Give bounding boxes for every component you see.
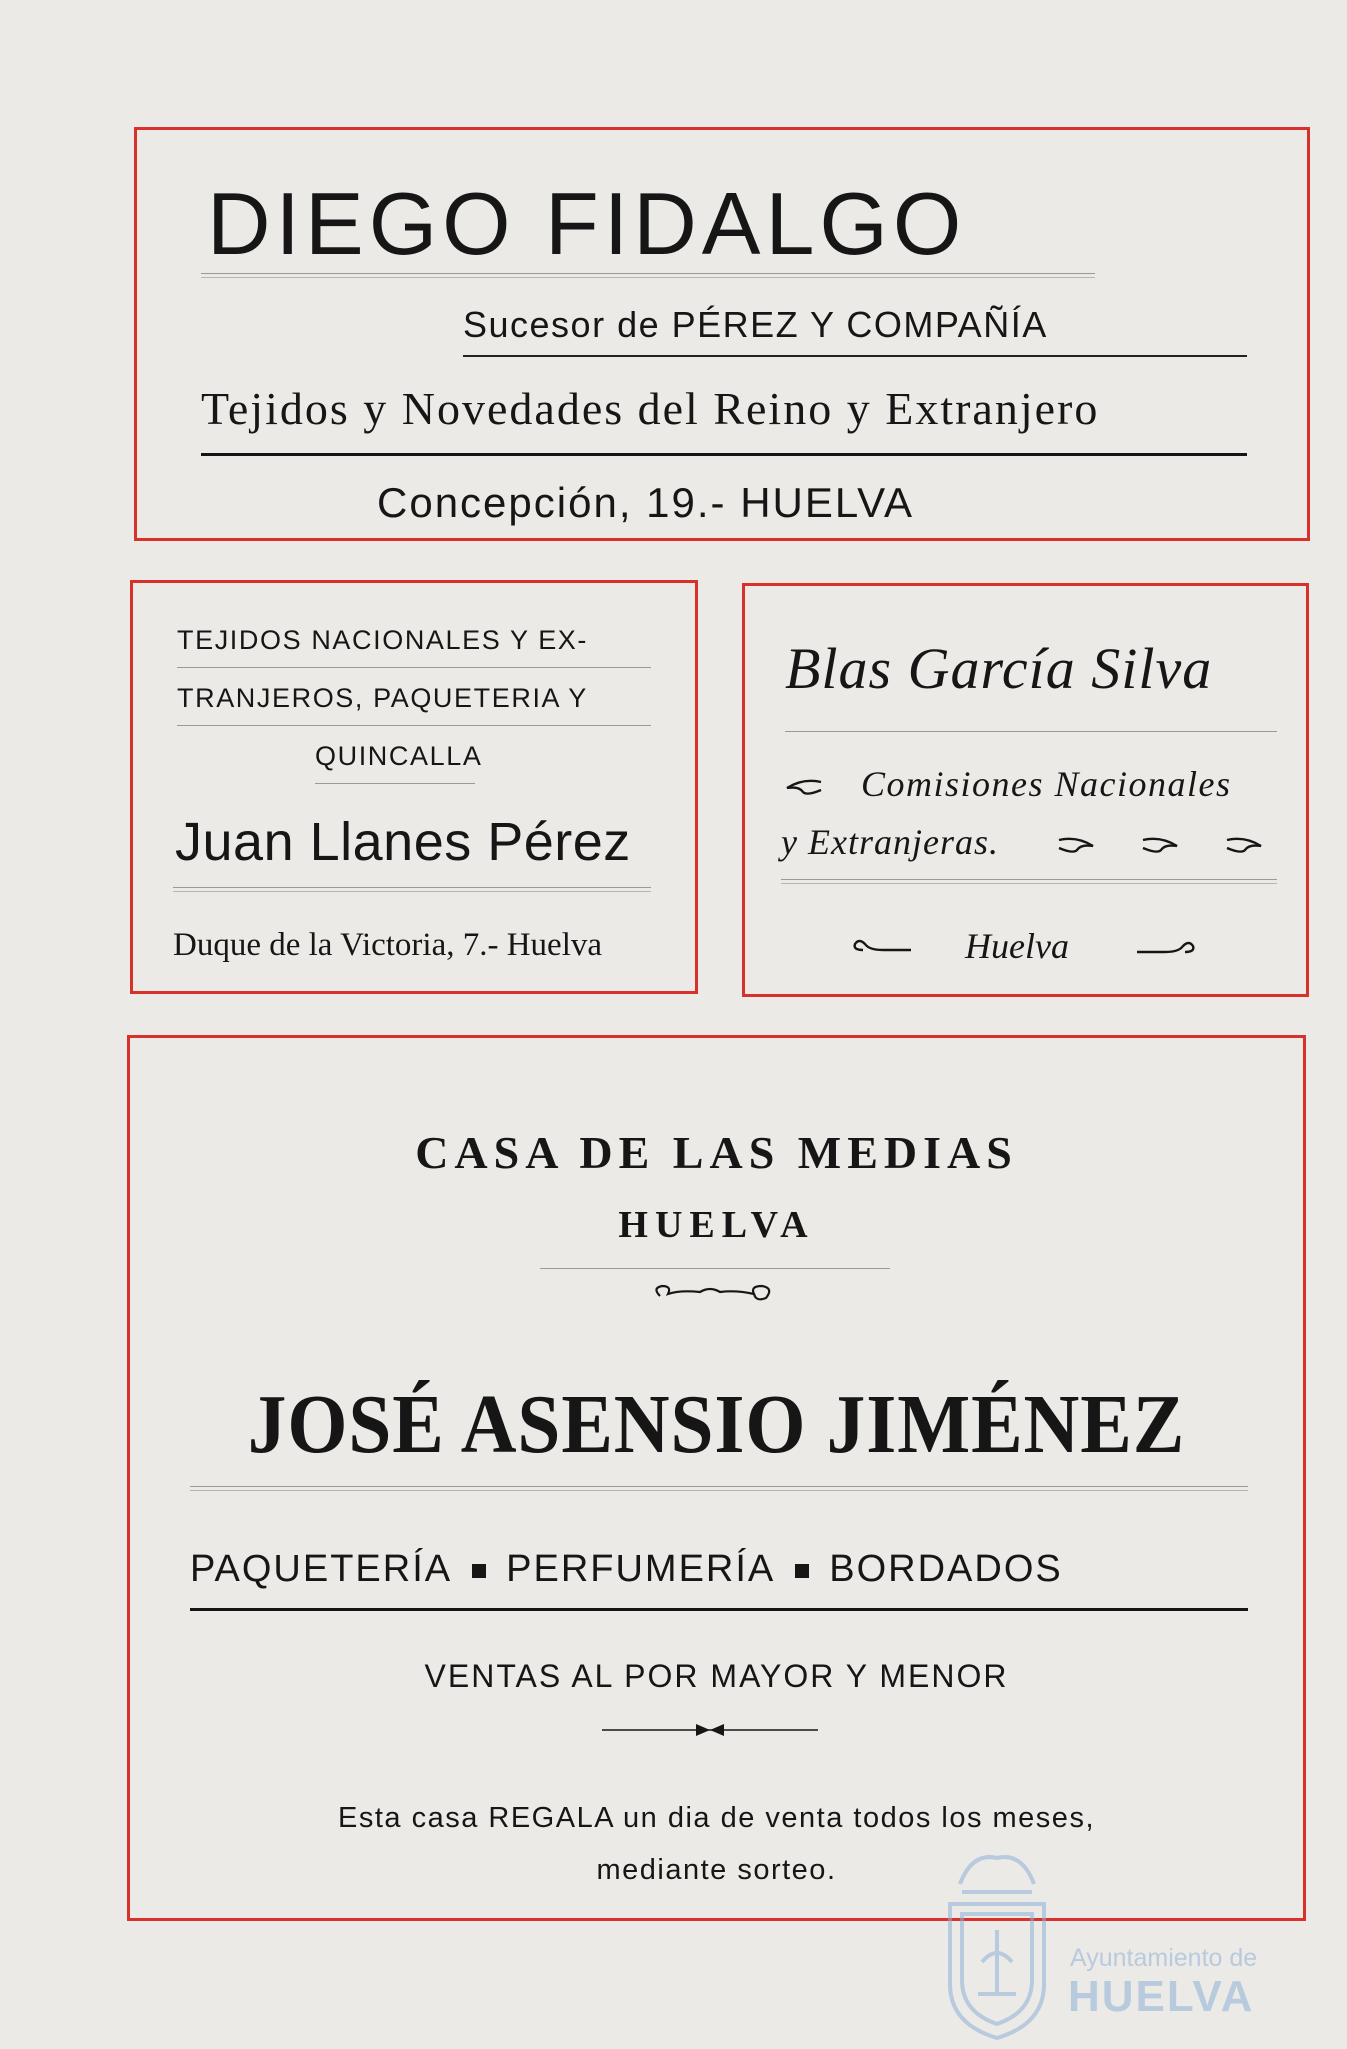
ad-jose-house: CASA DE LAS MEDIAS — [415, 1127, 1018, 1178]
ad-juan-address: Duque de la Victoria, 7.- Huelva — [173, 927, 603, 963]
ad-juan-line-3: QUINCALLA — [315, 741, 483, 771]
flourish-icon — [650, 1278, 780, 1308]
ad-diego-fidalgo — [134, 127, 1310, 541]
ad-diego-name: DIEGO FIDALGO — [207, 174, 967, 273]
ad-jose-line-3: BORDADOS — [829, 1548, 1063, 1590]
ad-blas-garcia — [742, 583, 1309, 997]
divider — [201, 273, 1095, 278]
ad-juan-name: Juan Llanes Pérez — [175, 812, 631, 872]
ad-diego-successor: Sucesor de PÉREZ Y COMPAÑÍA — [463, 304, 1048, 345]
divider — [177, 725, 651, 726]
divider — [315, 783, 475, 784]
ad-juan-line-1: TEJIDOS NACIONALES Y EX- — [177, 625, 589, 655]
ad-jose-product-lines — [190, 1550, 1063, 1588]
ornament-icon — [1139, 834, 1183, 856]
flourish-icon — [849, 936, 913, 960]
square-bullet-icon — [795, 1564, 809, 1578]
flourish-icon — [1135, 936, 1199, 960]
divider — [463, 355, 1247, 357]
ad-blas-city: Huelva — [965, 926, 1069, 966]
divider — [173, 887, 651, 892]
ornament-icon — [1223, 834, 1267, 856]
ad-jose-sales: VENTAS AL POR MAYOR Y MENOR — [424, 1658, 1009, 1694]
ornament-icon — [1055, 834, 1099, 856]
city-seal-icon — [932, 1844, 1062, 2044]
divider — [201, 453, 1247, 456]
ad-blas-line-2: y Extranjeras. — [781, 822, 999, 862]
divider — [540, 1268, 890, 1269]
ad-jose-city: HUELVA — [618, 1204, 815, 1246]
ad-jose-line-2: PERFUMERÍA — [506, 1548, 776, 1590]
square-bullet-icon — [472, 1564, 486, 1578]
ad-diego-line: Tejidos y Novedades del Reino y Extranjero — [201, 383, 1100, 434]
ad-blas-line-1: Comisiones Nacionales — [861, 764, 1232, 804]
ad-jose-promo-line-1: Esta casa REGALA un dia de venta todos los meses, — [338, 1802, 1095, 1834]
ornament-icon — [781, 776, 825, 798]
ad-jose-promo-line-2: mediante sorteo. — [596, 1854, 837, 1886]
ad-blas-name: Blas García Silva — [785, 636, 1213, 701]
ad-juan-llanes — [130, 580, 698, 994]
ad-jose-line-1: PAQUETERÍA — [190, 1548, 453, 1590]
ad-jose-asensio — [127, 1035, 1306, 1921]
watermark-line-1: Ayuntamiento de — [1070, 1944, 1258, 1972]
divider — [785, 731, 1277, 732]
watermark-line-2: HUELVA — [1068, 1972, 1255, 2021]
ayuntamiento-watermark — [932, 1844, 1272, 2044]
ad-diego-address: Concepción, 19.- HUELVA — [377, 479, 915, 526]
divider — [190, 1608, 1248, 1611]
ad-jose-name: JOSÉ ASENSIO JIMÉNEZ — [247, 1378, 1186, 1471]
divider — [190, 1486, 1248, 1491]
arrow-divider-icon — [600, 1722, 820, 1738]
divider — [781, 879, 1277, 884]
divider — [177, 667, 651, 668]
ad-juan-line-2: TRANJEROS, PAQUETERIA Y — [177, 683, 588, 713]
